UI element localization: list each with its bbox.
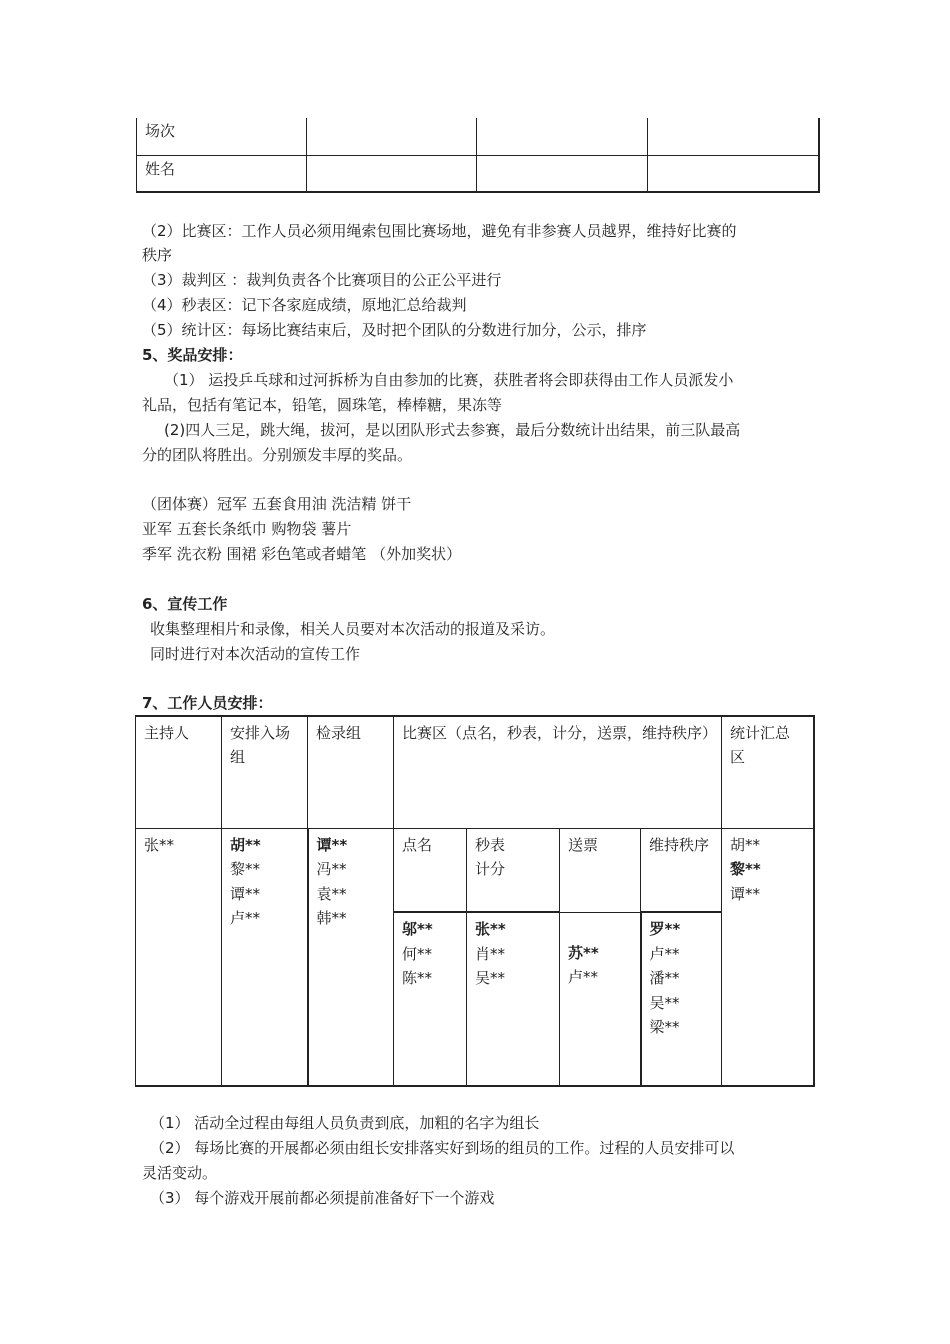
- prize-second: 亚军 五套长条纸巾 购物袋 薯片: [142, 520, 352, 538]
- rollcall-leader: 邬**: [402, 920, 433, 938]
- order-member: 梁**: [649, 1018, 680, 1036]
- host-name: 张**: [144, 835, 175, 854]
- checkin-member: 袁**: [316, 884, 347, 903]
- header-entry: 安排入场组: [222, 716, 308, 828]
- table-cell: [307, 118, 477, 155]
- table-cell: [477, 118, 648, 155]
- entry-member: 卢**: [230, 909, 261, 927]
- entry-cell: [222, 828, 308, 1086]
- row-label-round: 场次: [137, 118, 307, 155]
- order-member: 吴**: [649, 993, 680, 1012]
- stats-cell: [722, 828, 814, 1086]
- row-label-name: 姓名: [137, 155, 307, 192]
- note-2-cont: 灵活变动。: [142, 1164, 218, 1182]
- subheader-order: 维持秩序: [641, 828, 722, 912]
- entry-leader: 胡**: [230, 835, 261, 854]
- zone-item-5: （5）统计区：每场比赛结束后，及时把个团队的分数进行加分，公示，排序: [142, 321, 647, 339]
- header-host: 主持人: [136, 716, 222, 828]
- subheader-timer: 秒表 计分: [467, 828, 560, 912]
- table-row: [137, 118, 819, 155]
- table-cell: [648, 155, 819, 192]
- section5-heading: 5、奖品安排：: [142, 346, 243, 364]
- prize-first: （团体赛）冠军 五套食用油 洗洁精 饼干: [142, 495, 412, 513]
- publicity-line-1: 收集整理相片和录像，相关人员要对本次活动的报道及采访。: [150, 620, 556, 638]
- zone-item-2-cont: 秩序: [142, 246, 173, 264]
- note-3: （3） 每个游戏开展前都必须提前准备好下一个游戏: [150, 1189, 495, 1207]
- checkin-leader: 谭**: [316, 835, 348, 854]
- ticket-member: 卢**: [568, 968, 599, 986]
- table-cell: [477, 155, 648, 192]
- host-cell: [136, 828, 222, 1086]
- prize-third: 季军 洗衣粉 围裙 彩色笔或者蜡笔 （外加奖状）: [142, 545, 462, 563]
- note-1: （1） 活动全过程由每组人员负责到底，加粗的名字为组长: [150, 1114, 540, 1132]
- order-cell: [641, 912, 722, 1086]
- order-member: 潘**: [649, 969, 680, 987]
- score-table: [136, 118, 820, 193]
- section7-heading: 7、工作人员安排：: [142, 694, 273, 712]
- ticket-leader: 苏**: [568, 943, 599, 962]
- rollcall-cell: [394, 912, 467, 1086]
- entry-member: 黎**: [230, 860, 261, 878]
- stats-member: 胡**: [730, 835, 761, 854]
- staff-table: [135, 715, 815, 1087]
- header-checkin: 检录组: [308, 716, 394, 828]
- rollcall-member: 陈**: [402, 969, 433, 987]
- timer-member: 肖**: [475, 944, 506, 963]
- checkin-member: 冯**: [316, 860, 347, 878]
- timer-member: 吴**: [475, 969, 506, 987]
- table-cell: [307, 155, 477, 192]
- stats-member: 谭**: [730, 884, 761, 903]
- order-member: 卢**: [649, 944, 680, 963]
- note-2: （2） 每场比赛的开展都必须由组长安排落实好到场的组员的工作。过程的人员安排可以: [150, 1139, 735, 1157]
- section6-heading: 6、宣传工作: [142, 595, 228, 613]
- header-stats: 统计汇总区: [722, 716, 814, 828]
- zone-item-3: （3）裁判区 ：裁判负责各个比赛项目的公正公平进行: [142, 271, 502, 289]
- subheader-rollcall: 点名: [394, 828, 467, 912]
- timer-leader: 张**: [475, 920, 506, 938]
- checkin-cell: [308, 828, 394, 1086]
- timer-cell: [467, 912, 560, 1086]
- zone-item-2: （2）比赛区：工作人员必须用绳索包围比赛场地，避免有非参赛人员越界，维持好比赛的: [142, 222, 737, 240]
- table-cell: [648, 118, 819, 155]
- entry-member: 谭**: [230, 884, 261, 903]
- order-leader: 罗**: [649, 920, 681, 938]
- prize-paragraph-2-cont: 分的团队将胜出。分别颁发丰厚的奖品。: [142, 446, 413, 464]
- table-row: [137, 155, 819, 192]
- stats-leader: 黎**: [730, 860, 761, 878]
- zone-item-4: （4）秒表区：记下各家庭成绩，原地汇总给裁判: [142, 296, 467, 314]
- checkin-member: 韩**: [316, 909, 347, 927]
- table-row: [136, 828, 814, 912]
- prize-paragraph-2: (2)四人三足，跳大绳，拔河，是以团队形式去参赛，最后分数统计出结果，前三队最高: [164, 421, 741, 439]
- header-arena: 比赛区（点名，秒表，计分，送票，维持秩序）: [394, 716, 722, 828]
- prize-paragraph-1-cont: 礼品，包括有笔记本，铅笔，圆珠笔，棒棒糖，果冻等: [142, 396, 503, 414]
- rollcall-member: 何**: [402, 944, 433, 963]
- table-header-row: [136, 716, 814, 828]
- publicity-line-2: 同时进行对本次活动的宣传工作: [150, 645, 361, 663]
- prize-paragraph-1: （1） 运投乒乓球和过河拆桥为自由参加的比赛，获胜者将会即获得由工作人员派发小: [164, 371, 734, 389]
- ticket-cell: [560, 912, 641, 1086]
- subheader-ticket: 送票: [560, 828, 641, 912]
